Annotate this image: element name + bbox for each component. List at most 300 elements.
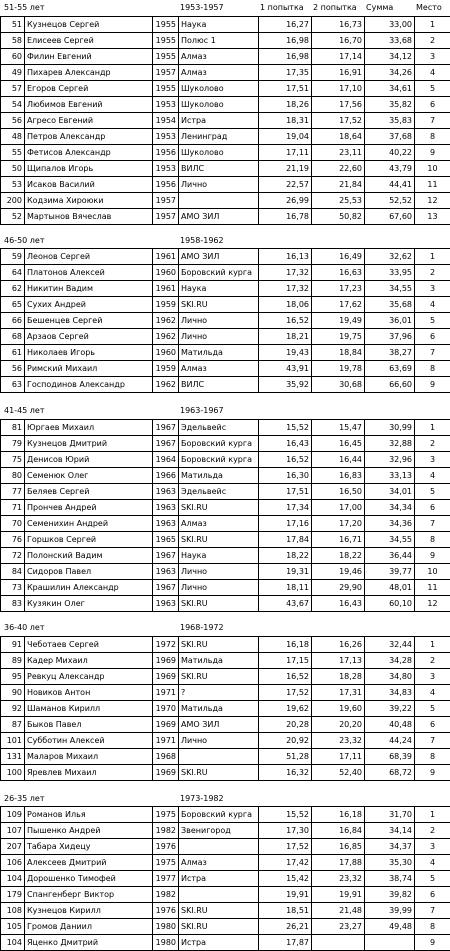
group-age-label: 46-50 лет: [4, 236, 44, 245]
place: 8: [415, 531, 450, 547]
run1-time: 16,52: [259, 668, 312, 684]
athlete-name: Филин Евгений: [25, 48, 153, 64]
athlete-name: Кузякин Олег: [25, 595, 153, 611]
total-time: 30,99: [365, 419, 415, 435]
run2-time: 16,84: [312, 823, 365, 839]
total-time: 49,48: [365, 919, 415, 935]
place: 5: [415, 871, 450, 887]
run1-time: 19,04: [259, 128, 312, 144]
birth-year: 1956: [153, 176, 179, 192]
place: 2: [415, 32, 450, 48]
athlete-name: Семенюк Олег: [25, 467, 153, 483]
results-table: [0, 806, 450, 951]
total-time: 39,82: [365, 887, 415, 903]
results-table: [0, 16, 450, 225]
athlete-name: Мартынов Вячеслав: [25, 208, 153, 224]
bib-number: 55: [1, 144, 25, 160]
run1-time: 17,87: [259, 935, 312, 951]
bib-number: 207: [1, 839, 25, 855]
athlete-name: Кузнецов Кирилл: [25, 903, 153, 919]
bib-number: 61: [1, 345, 25, 361]
bib-number: 48: [1, 128, 25, 144]
bib-number: 79: [1, 435, 25, 451]
athlete-name: Исаков Василий: [25, 176, 153, 192]
total-time: 37,68: [365, 128, 415, 144]
place: 7: [415, 345, 450, 361]
athlete-name: Елисеев Сергей: [25, 32, 153, 48]
place: 1: [415, 636, 450, 652]
athlete-name: Фетисов Александр: [25, 144, 153, 160]
place: 3: [415, 668, 450, 684]
bib-number: 131: [1, 748, 25, 764]
total-time: 33,13: [365, 467, 415, 483]
results-table: [0, 419, 450, 612]
place: 1: [415, 419, 450, 435]
run2-time: 16,26: [312, 636, 365, 652]
bib-number: 84: [1, 563, 25, 579]
total-time: 34,01: [365, 483, 415, 499]
run1-time: 16,18: [259, 636, 312, 652]
group-years-label: 1968-1972: [180, 623, 224, 632]
run1-time: 19,62: [259, 700, 312, 716]
club: АМО ЗИЛ: [179, 208, 259, 224]
club: Лично: [179, 313, 259, 329]
club: Лично: [179, 563, 259, 579]
club: [179, 192, 259, 208]
birth-year: 1969: [153, 668, 179, 684]
run2-time: 23,32: [312, 871, 365, 887]
club: Эдельвейс: [179, 419, 259, 435]
place: 11: [415, 579, 450, 595]
run1-time: 18,06: [259, 297, 312, 313]
athlete-name: Яценко Дмитрий: [25, 935, 153, 951]
table-row: [1, 515, 450, 531]
club: Наука: [179, 281, 259, 297]
bib-number: 52: [1, 208, 25, 224]
table-row: [1, 855, 450, 871]
total-time: 36,01: [365, 313, 415, 329]
total-time: 38,27: [365, 345, 415, 361]
blank-row: [0, 605, 450, 621]
birth-year: 1971: [153, 732, 179, 748]
birth-year: 1976: [153, 903, 179, 919]
total-time: 35,82: [365, 96, 415, 112]
run1-time: 17,51: [259, 483, 312, 499]
table-row: [1, 435, 450, 451]
table-row: [1, 919, 450, 935]
birth-year: 1980: [153, 935, 179, 951]
bib-number: 108: [1, 903, 25, 919]
athlete-name: Крашилин Александр: [25, 579, 153, 595]
run1-time: 43,91: [259, 361, 312, 377]
run2-time: [312, 935, 365, 951]
athlete-name: Беляев Сергей: [25, 483, 153, 499]
athlete-name: Табара Хидецу: [25, 839, 153, 855]
place: 8: [415, 919, 450, 935]
run2-time: 25,53: [312, 192, 365, 208]
table-row: [1, 313, 450, 329]
table-row: [1, 467, 450, 483]
athlete-name: Шаманов Кирилл: [25, 700, 153, 716]
bib-number: 75: [1, 451, 25, 467]
club: SKI.RU: [179, 636, 259, 652]
athlete-name: Юргаев Михаил: [25, 419, 153, 435]
run1-time: 17,84: [259, 531, 312, 547]
group-years-label: 1958-1962: [180, 236, 224, 245]
birth-year: 1964: [153, 451, 179, 467]
club: Шуколово: [179, 144, 259, 160]
run2-time: 23,27: [312, 919, 365, 935]
table-row: [1, 732, 450, 748]
table-row: [1, 636, 450, 652]
bib-number: 59: [1, 249, 25, 265]
place: 6: [415, 329, 450, 345]
athlete-name: Кузнецов Дмитрий: [25, 435, 153, 451]
athlete-name: Леонов Сергей: [25, 249, 153, 265]
place: 3: [415, 451, 450, 467]
bib-number: 89: [1, 652, 25, 668]
run1-time: 17,35: [259, 64, 312, 80]
run2-time: 19,75: [312, 329, 365, 345]
table-row: [1, 668, 450, 684]
run1-time: 18,22: [259, 547, 312, 563]
birth-year: 1962: [153, 377, 179, 393]
club: SKI.RU: [179, 595, 259, 611]
total-time: 36,44: [365, 547, 415, 563]
club: Матильда: [179, 467, 259, 483]
run1-time: 16,78: [259, 208, 312, 224]
total-time: 68,72: [365, 764, 415, 780]
blank-row: [0, 217, 450, 233]
birth-year: 1963: [153, 499, 179, 515]
place: 3: [415, 281, 450, 297]
run2-time: 22,60: [312, 160, 365, 176]
birth-year: 1980: [153, 919, 179, 935]
athlete-name: Егоров Сергей: [25, 80, 153, 96]
table-row: [1, 451, 450, 467]
place: 5: [415, 483, 450, 499]
birth-year: 1969: [153, 652, 179, 668]
place: 3: [415, 48, 450, 64]
birth-year: 1955: [153, 32, 179, 48]
bib-number: 80: [1, 467, 25, 483]
run2-time: 16,71: [312, 531, 365, 547]
run2-time: 17,20: [312, 515, 365, 531]
club: Ленинград: [179, 128, 259, 144]
table-row: [1, 935, 450, 951]
club: [179, 839, 259, 855]
place: 9: [415, 764, 450, 780]
group-age-label: 36-40 лет: [4, 623, 44, 632]
total-time: 34,26: [365, 64, 415, 80]
bib-number: 179: [1, 887, 25, 903]
birth-year: 1967: [153, 547, 179, 563]
athlete-name: Полонский Вадим: [25, 547, 153, 563]
bib-number: 200: [1, 192, 25, 208]
birth-year: 1972: [153, 636, 179, 652]
birth-year: 1966: [153, 467, 179, 483]
table-row: [1, 32, 450, 48]
run1-time: 21,19: [259, 160, 312, 176]
birth-year: 1969: [153, 764, 179, 780]
bib-number: 72: [1, 547, 25, 563]
athlete-name: Петров Александр: [25, 128, 153, 144]
table-row: [1, 839, 450, 855]
total-time: 34,12: [365, 48, 415, 64]
group-header: [0, 403, 450, 419]
birth-year: 1955: [153, 80, 179, 96]
bib-number: 68: [1, 329, 25, 345]
run1-time: 43,67: [259, 595, 312, 611]
table-row: [1, 112, 450, 128]
club: Алмаз: [179, 515, 259, 531]
run2-time: 19,91: [312, 887, 365, 903]
club: Истра: [179, 871, 259, 887]
table-row: [1, 329, 450, 345]
place: 13: [415, 208, 450, 224]
athlete-name: Сухих Андрей: [25, 297, 153, 313]
group-years-label: 1963-1967: [180, 406, 224, 415]
bib-number: 92: [1, 700, 25, 716]
table-row: [1, 807, 450, 823]
blank-row: [0, 775, 450, 791]
run1-time: 17,32: [259, 281, 312, 297]
run2-time: 16,70: [312, 32, 365, 48]
table-row: [1, 249, 450, 265]
bib-number: 57: [1, 80, 25, 96]
birth-year: 1954: [153, 112, 179, 128]
place: 2: [415, 652, 450, 668]
birth-year: 1957: [153, 208, 179, 224]
athlete-name: Бешенцев Сергей: [25, 313, 153, 329]
club: Лично: [179, 732, 259, 748]
run2-time: 16,85: [312, 839, 365, 855]
athlete-name: Николаев Игорь: [25, 345, 153, 361]
column-header-sum: Сумма: [366, 3, 393, 12]
bib-number: 56: [1, 112, 25, 128]
table-row: [1, 499, 450, 515]
total-time: 48,01: [365, 579, 415, 595]
run1-time: 16,32: [259, 764, 312, 780]
athlete-name: Прончев Андрей: [25, 499, 153, 515]
run2-time: 18,84: [312, 345, 365, 361]
birth-year: 1959: [153, 361, 179, 377]
athlete-name: Субботин Алексей: [25, 732, 153, 748]
total-time: 33,68: [365, 32, 415, 48]
athlete-name: Господинов Александр: [25, 377, 153, 393]
athlete-name: Ревкуц Александр: [25, 668, 153, 684]
club: Боровский курга: [179, 807, 259, 823]
athlete-name: Пихарев Александр: [25, 64, 153, 80]
run2-time: 23,11: [312, 144, 365, 160]
birth-year: 1957: [153, 64, 179, 80]
run1-time: 16,27: [259, 16, 312, 32]
run1-time: 15,52: [259, 419, 312, 435]
run2-time: 19,46: [312, 563, 365, 579]
place: 5: [415, 80, 450, 96]
club: Матильда: [179, 345, 259, 361]
run2-time: 16,91: [312, 64, 365, 80]
results-table: [0, 248, 450, 393]
run2-time: 17,14: [312, 48, 365, 64]
bib-number: 73: [1, 579, 25, 595]
bib-number: 87: [1, 716, 25, 732]
birth-year: 1953: [153, 160, 179, 176]
birth-year: 1962: [153, 329, 179, 345]
place: 4: [415, 297, 450, 313]
run1-time: 16,98: [259, 32, 312, 48]
run2-time: 19,60: [312, 700, 365, 716]
total-time: 68,39: [365, 748, 415, 764]
athlete-name: Горшков Сергей: [25, 531, 153, 547]
athlete-name: Сидоров Павел: [25, 563, 153, 579]
athlete-name: Маларов Михаил: [25, 748, 153, 764]
club: АМО ЗИЛ: [179, 716, 259, 732]
place: 6: [415, 716, 450, 732]
column-header-try1: 1 попытка: [260, 3, 304, 12]
total-time: 33,95: [365, 265, 415, 281]
run2-time: 16,45: [312, 435, 365, 451]
club: Шуколово: [179, 96, 259, 112]
place: 2: [415, 435, 450, 451]
bib-number: 91: [1, 636, 25, 652]
athlete-name: Алексеев Дмитрий: [25, 855, 153, 871]
table-row: [1, 192, 450, 208]
place: 11: [415, 176, 450, 192]
bib-number: 95: [1, 668, 25, 684]
club: Истра: [179, 935, 259, 951]
total-time: 34,55: [365, 281, 415, 297]
run1-time: 20,28: [259, 716, 312, 732]
total-time: 32,62: [365, 249, 415, 265]
birth-year: 1975: [153, 807, 179, 823]
run1-time: 16,52: [259, 451, 312, 467]
athlete-name: Чеботаев Сергей: [25, 636, 153, 652]
total-time: 32,44: [365, 636, 415, 652]
bib-number: 109: [1, 807, 25, 823]
bib-number: 71: [1, 499, 25, 515]
run1-time: 17,52: [259, 684, 312, 700]
club: Наука: [179, 547, 259, 563]
club: Звенигород: [179, 823, 259, 839]
birth-year: 1957: [153, 192, 179, 208]
total-time: 35,83: [365, 112, 415, 128]
group-age-label: 51-55 лет: [4, 3, 44, 12]
table-row: [1, 128, 450, 144]
athlete-name: Спангенберг Виктор: [25, 887, 153, 903]
place: 1: [415, 807, 450, 823]
run2-time: 18,22: [312, 547, 365, 563]
total-time: 35,30: [365, 855, 415, 871]
bib-number: 83: [1, 595, 25, 611]
group-age-label: 41-45 лет: [4, 406, 44, 415]
run1-time: 26,99: [259, 192, 312, 208]
place: 9: [415, 935, 450, 951]
run2-time: 16,44: [312, 451, 365, 467]
bib-number: 64: [1, 265, 25, 281]
total-time: 34,80: [365, 668, 415, 684]
table-row: [1, 579, 450, 595]
run1-time: 15,52: [259, 807, 312, 823]
club: Лично: [179, 579, 259, 595]
total-time: 31,70: [365, 807, 415, 823]
run2-time: 16,49: [312, 249, 365, 265]
club: Шуколово: [179, 80, 259, 96]
table-row: [1, 483, 450, 499]
run1-time: 51,28: [259, 748, 312, 764]
birth-year: 1960: [153, 345, 179, 361]
birth-year: 1953: [153, 96, 179, 112]
birth-year: 1963: [153, 515, 179, 531]
birth-year: 1965: [153, 531, 179, 547]
table-row: [1, 96, 450, 112]
club: SKI.RU: [179, 919, 259, 935]
club: [179, 748, 259, 764]
group-header: [0, 0, 450, 16]
bib-number: 54: [1, 96, 25, 112]
place: 12: [415, 595, 450, 611]
birth-year: 1955: [153, 16, 179, 32]
athlete-name: Быков Павел: [25, 716, 153, 732]
run1-time: 19,91: [259, 887, 312, 903]
table-row: [1, 748, 450, 764]
birth-year: 1963: [153, 595, 179, 611]
run1-time: 17,52: [259, 839, 312, 855]
run2-time: 18,64: [312, 128, 365, 144]
place: 7: [415, 903, 450, 919]
run2-time: 20,20: [312, 716, 365, 732]
run1-time: 18,21: [259, 329, 312, 345]
total-time: 40,22: [365, 144, 415, 160]
run2-time: 16,63: [312, 265, 365, 281]
athlete-name: Никитин Вадим: [25, 281, 153, 297]
place: 9: [415, 144, 450, 160]
total-time: 60,10: [365, 595, 415, 611]
bib-number: 51: [1, 16, 25, 32]
table-row: [1, 871, 450, 887]
place: 7: [415, 112, 450, 128]
bib-number: 50: [1, 160, 25, 176]
run1-time: 17,15: [259, 652, 312, 668]
blank-row: [0, 388, 450, 404]
group-years-label: 1953-1957: [180, 3, 224, 12]
club: Истра: [179, 112, 259, 128]
table-row: [1, 903, 450, 919]
group-age-label: 26-35 лет: [4, 794, 44, 803]
club: ВИЛС: [179, 160, 259, 176]
total-time: 34,34: [365, 499, 415, 515]
run2-time: 17,88: [312, 855, 365, 871]
club: Боровский курга: [179, 451, 259, 467]
table-row: [1, 160, 450, 176]
place: 10: [415, 160, 450, 176]
run1-time: 16,52: [259, 313, 312, 329]
athlete-name: Денисов Юрий: [25, 451, 153, 467]
club: SKI.RU: [179, 668, 259, 684]
place: 6: [415, 499, 450, 515]
bib-number: 77: [1, 483, 25, 499]
athlete-name: Платонов Алексей: [25, 265, 153, 281]
birth-year: 1968: [153, 748, 179, 764]
club: ВИЛС: [179, 377, 259, 393]
total-time: 39,99: [365, 903, 415, 919]
club: Матильда: [179, 652, 259, 668]
table-row: [1, 176, 450, 192]
club: Наука: [179, 16, 259, 32]
group-header: [0, 791, 450, 807]
total-time: 67,60: [365, 208, 415, 224]
table-row: [1, 265, 450, 281]
